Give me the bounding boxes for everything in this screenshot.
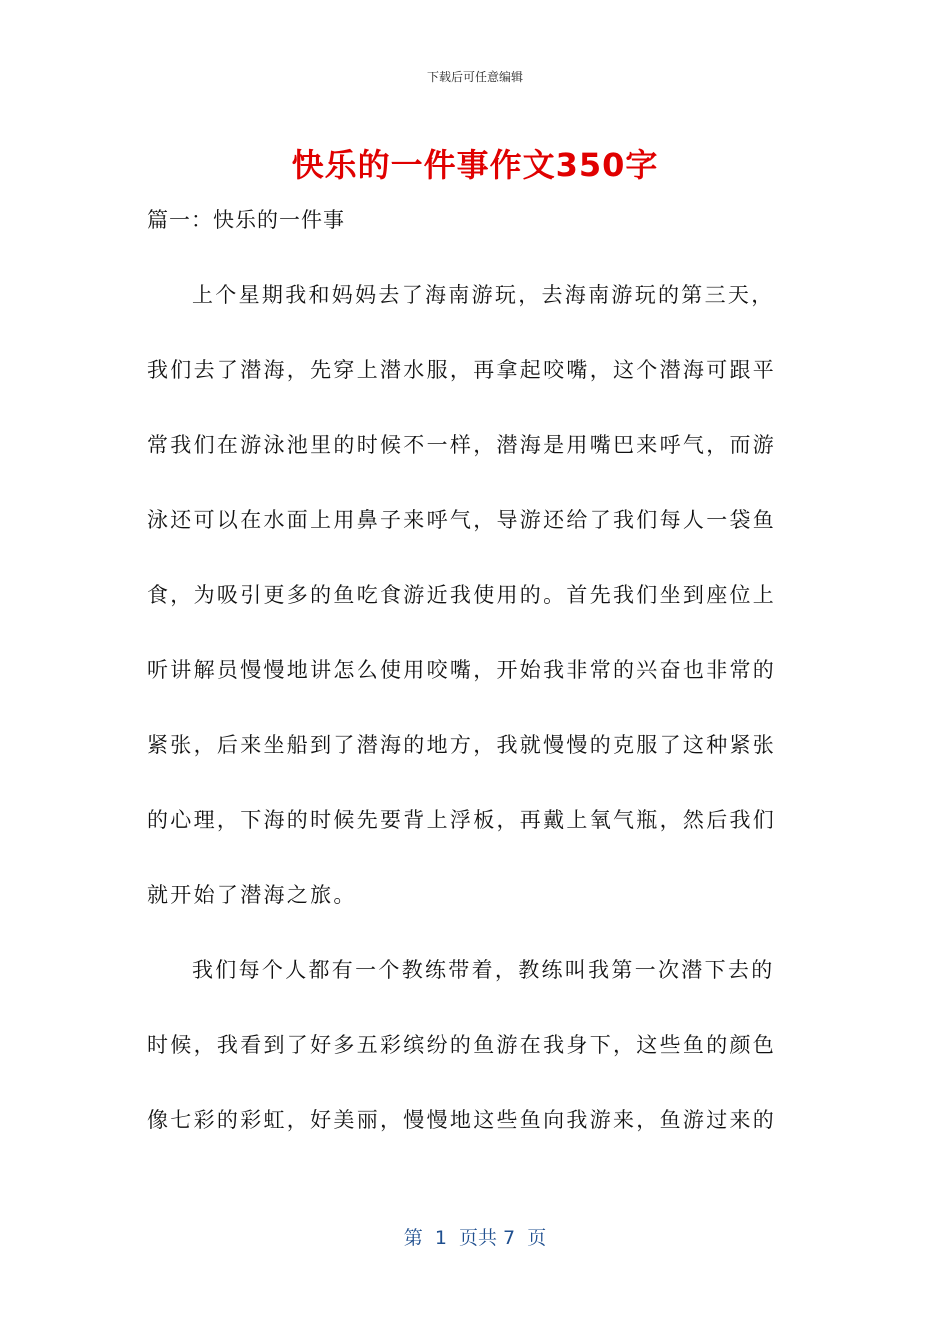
body-line: 时候，我看到了好多五彩缤纷的鱼游在我身下，这些鱼的颜色 [147, 1033, 777, 1057]
body-line: 常我们在游泳池里的时候不一样，潜海是用嘴巴来呼气，而游 [147, 433, 777, 457]
body-line: 食，为吸引更多的鱼吃食游近我使用的。首先我们坐到座位上 [147, 583, 777, 607]
body-line: 就开始了潜海之旅。 [147, 883, 357, 907]
body-line: 我们每个人都有一个教练带着，教练叫我第一次潜下去的 [192, 958, 775, 982]
body-line: 上个星期我和妈妈去了海南游玩，去海南游玩的第三天， [192, 283, 775, 307]
document-body [147, 272, 793, 1172]
body-line: 听讲解员慢慢地讲怎么使用咬嘴，开始我非常的兴奋也非常的 [147, 658, 777, 682]
document-title: 快乐的一件事作文350字 [291, 146, 659, 184]
body-line: 的心理，下海的时候先要背上浮板，再戴上氧气瓶，然后我们 [147, 808, 777, 832]
section-heading: 篇一：快乐的一件事 [147, 208, 345, 232]
page-footer: 第 1 页共 7 页 [403, 1227, 547, 1249]
body-line: 像七彩的彩虹，好美丽，慢慢地这些鱼向我游来，鱼游过来的 [147, 1108, 777, 1132]
body-line: 我们去了潜海，先穿上潜水服，再拿起咬嘴，这个潜海可跟平 [147, 358, 777, 382]
header-note: 下载后可任意编辑 [426, 70, 523, 84]
body-line: 紧张，后来坐船到了潜海的地方，我就慢慢的克服了这种紧张 [147, 733, 777, 757]
body-line: 泳还可以在水面上用鼻子来呼气，导游还给了我们每人一袋鱼 [147, 508, 777, 532]
